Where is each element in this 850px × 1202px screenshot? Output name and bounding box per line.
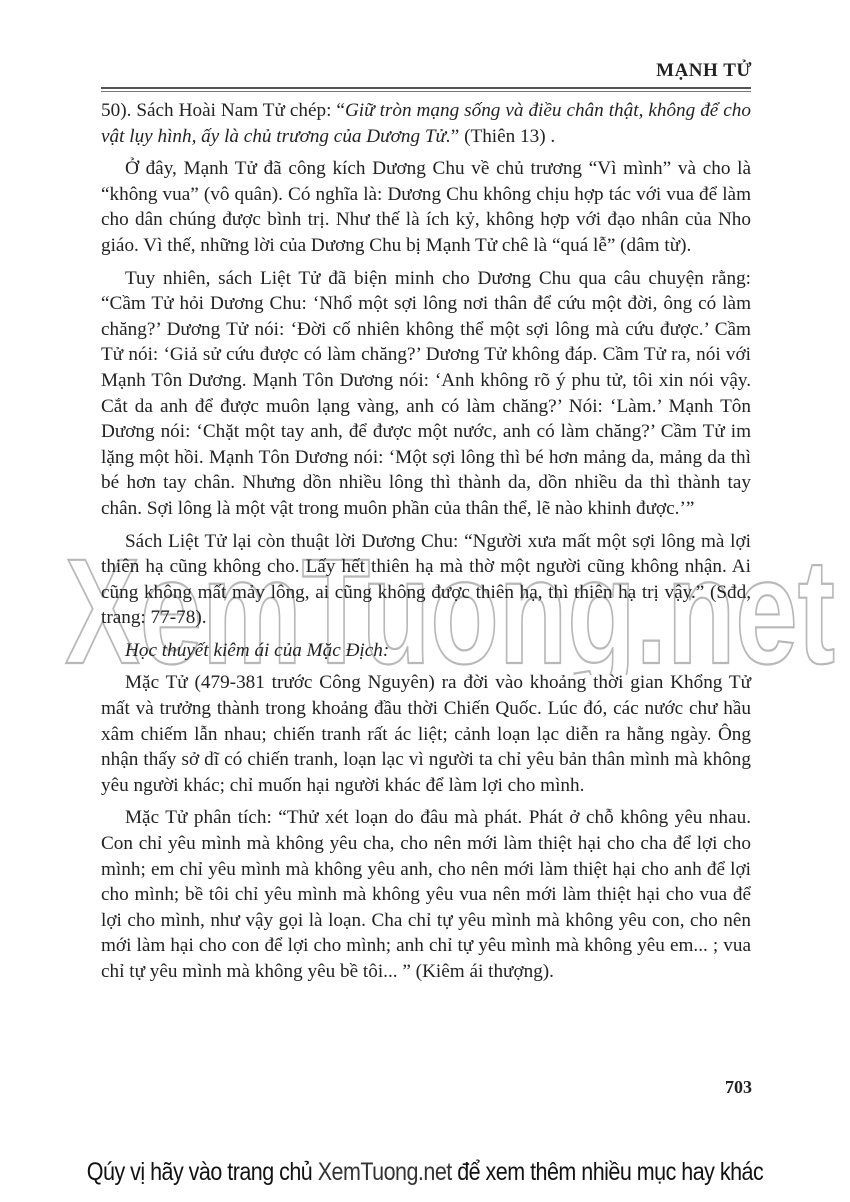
- header-double-rule: [101, 87, 751, 92]
- footer-banner: [60, 1158, 791, 1187]
- p1-text: 50). Sách Hoài Nam Tử chép: “: [101, 100, 345, 121]
- paragraph-5: Mặc Tử (479-381 trước Công Nguyên) ra đời vào khoảng thời gian Khổng Tử mất và trưởng thành trong khoảng đầu thời Chiến Quốc. Lúc đó, các nước chư hầu xâm chiếm lẫn nhau; chiến tranh rất ác liệt; cảnh loạn lạc diễn ra hằng ngày. Ông nhận thấy sở dĩ có chiến tranh, loạn lạc vì người ta chỉ yêu bản thân mình mà không yêu người khác; chỉ muốn hại người khác để làm lợi cho mình.: [101, 672, 751, 796]
- p1-citation: ” (Thiên 13) .: [450, 125, 556, 147]
- section-heading: Học thuyết kiêm ái của Mặc Địch:: [125, 639, 390, 661]
- paragraph-2: Ở đây, Mạnh Tử đã công kích Dương Chu về chủ trương “Vì mình” và cho là “không vua” (vô quân). Có nghĩa là: Dương Chu không chịu hợp tác với vua để làm cho dân chúng được bình trị. Như thế là ích kỷ, không hợp với đạo nhân của Nho giáo. Vì thế, những lời của Dương Chu bị Mạnh Tử chê là “quá lễ” (dâm từ).: [101, 158, 751, 256]
- footer-text-after: để xem thêm nhiều mục hay khác: [451, 1158, 764, 1186]
- page-number: 703: [725, 1077, 752, 1097]
- running-header-title: MẠNH TỬ: [656, 60, 752, 81]
- page-body: [101, 98, 751, 992]
- paragraph-4: Sách Liệt Tử lại còn thuật lời Dương Chu: “Người xưa mất một sợi lông mà lợi thiên hạ cũng không cho. Lấy hết thiên hạ mà thờ một người cũng không nhận. Ai cũng không mất mảy lông, ai cũng không được thiên hạ, thì thiên hạ trị vậy.” (Sđd, trang: 77-78).: [101, 530, 751, 629]
- paragraph-6: Mặc Tử phân tích: “Thử xét loạn do đâu mà phát. Phát ở chỗ không yêu nhau. Con chỉ yêu mình mà không yêu cha, cho nên mới làm thiệt hại cho cha để lợi cho mình; em chỉ yêu mình mà không yêu anh, cho nên mới làm thiệt hại cho anh để lợi cho mình; bề tôi chỉ yêu mình mà không yêu vua nên mới làm thiệt hại cho vua để lợi cho mình, như vậy gọi là loạn. Cha chỉ tự yêu mình mà không yêu con, cho nên mới làm hại cho con để lợi cho mình; anh chỉ tự yêu mình mà không yêu em... ; vua chỉ tự yêu mình mà không yêu bề tôi... ” (Kiêm ái thượng).: [101, 807, 751, 982]
- footer-text-before: Qúy vị hãy vào trang chủ: [86, 1158, 318, 1186]
- svg-text:XemTuong.net: XemTuong.net: [65, 535, 835, 675]
- paragraph-3: Tuy nhiên, sách Liệt Tử đã biện minh cho Dương Chu qua câu chuyện rằng: “Cầm Tử hỏi Dương Chu: ‘Nhổ một sợi lông nơi thân để cứu một đời, ông có làm chăng?’ Dương Tử nói: ‘Đời cố nhiên không thể một sợi lông mà cứu được.’ Cầm Tử nói: ‘Giả sử cứu được có làm chăng?’ Dương Tử không đáp. Cầm Tử ra, nói với Mạnh Tôn Dương. Mạnh Tôn Dương nói: ‘Anh không rõ ý phu tử, tôi xin nói vậy. Cắt da anh để được muôn lạng vàng, anh có làm chăng?’ Nói: ‘Làm.’ Mạnh Tôn Dương nói: ‘Chặt một tay anh, để được một nước, anh có làm chăng?’ Cầm Tử im lặng một hồi. Mạnh Tôn Dương nói: ‘Một sợi lông thì bé hơn mảng da, mảng da thì bé hơn tay chân. Nhưng dồn nhiều lông thì thành da, dồn nhiều da thì thành tay chân. Sợi lông là một vật trong muôn phần của thân thể, lẽ nào khinh được.’”: [101, 267, 751, 519]
- p1-quote-italic: Giữ tròn mạng sống và điều chân thật, không để cho vật lụy hình, ấy là chủ trương của Dương Tử.: [101, 100, 751, 147]
- paragraph-1: [101, 98, 751, 149]
- footer-site-link[interactable]: XemTuong.net: [317, 1158, 452, 1186]
